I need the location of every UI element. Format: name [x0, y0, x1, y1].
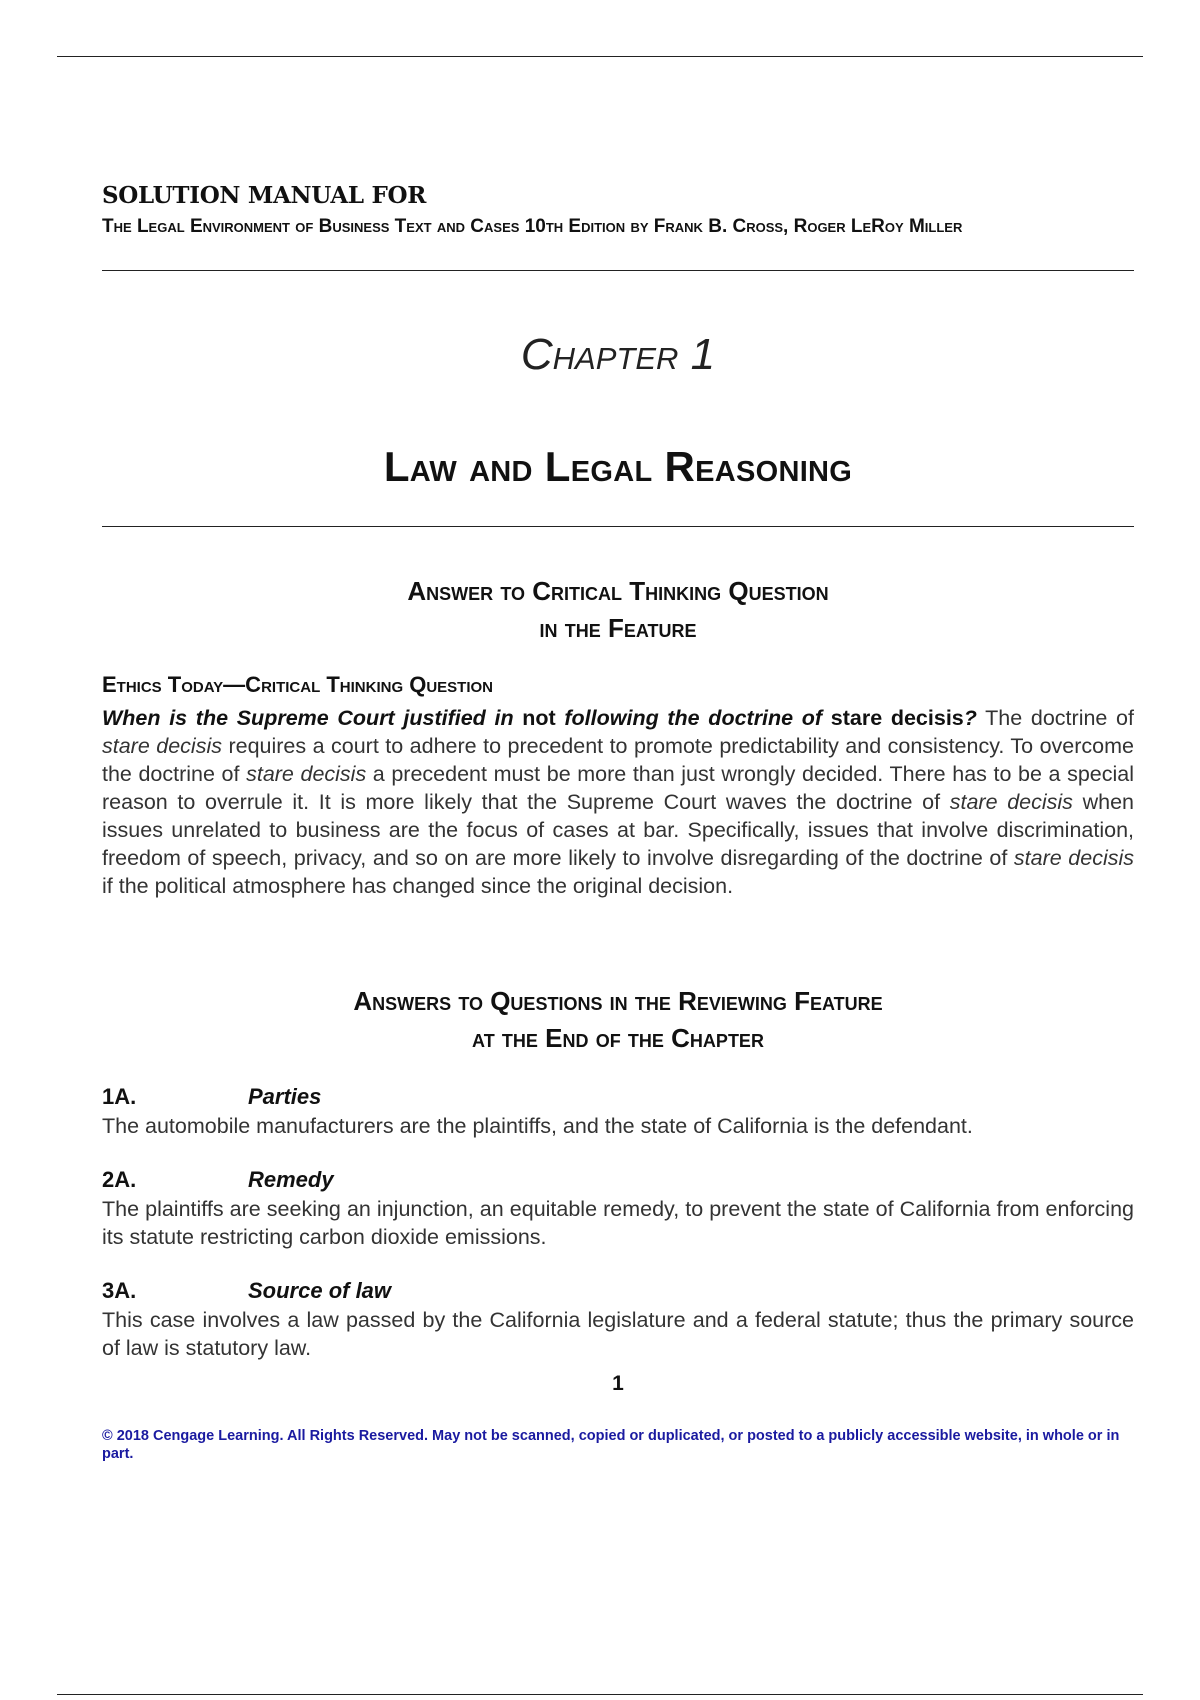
answer-text: requires a court to adhere to precedent to promote predictability and consistency. To overcome the doctrine of	[102, 734, 1134, 786]
solution-manual-title: SOLUTION MANUAL FOR	[102, 182, 427, 209]
copyright-notice: © 2018 Cengage Learning. All Rights Reserved. May not be scanned, copied or duplicated, or posted to a publicly accessible website, in whole or in part.	[102, 1428, 1120, 1462]
bottom-rule	[57, 1694, 1143, 1695]
chapter-divider	[102, 526, 1134, 527]
answer-item-number: 2A.	[102, 1167, 137, 1192]
answer-text: a precedent must be more than just wrongly decided. There has to be a special reason to overrule it. It is more likely that the Supreme Court waves the doctrine of	[102, 762, 1134, 814]
ethics-today-subheading: Ethics Today—Critical Thinking Question	[102, 672, 494, 697]
answer-item-label: Remedy	[248, 1167, 334, 1192]
answer-stare-decisis: stare decisis	[246, 762, 367, 786]
answer-item-number: 3A.	[102, 1278, 137, 1303]
section-heading-line: in the Feature	[539, 613, 697, 643]
question-text: When is the Supreme Court justified in	[102, 706, 523, 730]
section-heading-critical-thinking	[102, 573, 1134, 647]
section-heading-line: at the End of the Chapter	[472, 1023, 764, 1053]
answer-text: if the political atmosphere has changed since the original decision.	[102, 874, 734, 898]
question-mark: ?	[963, 706, 977, 730]
answer-item-label: Parties	[248, 1084, 322, 1109]
top-rule	[57, 56, 1143, 57]
section-heading-line: Answer to Critical Thinking Question	[407, 576, 829, 606]
question-text: following the doctrine of	[555, 706, 831, 730]
answer-text: The doctrine of	[976, 706, 1134, 730]
answer-stare-decisis: stare decisis	[1013, 846, 1135, 870]
answer-item-text: The automobile manufacturers are the plaintiffs, and the state of California is the defendant.	[102, 1114, 973, 1138]
chapter-title: Law and Legal Reasoning	[383, 443, 853, 490]
answer-item-label: Source of law	[248, 1278, 392, 1303]
chapter-label: Chapter 1	[520, 330, 716, 379]
answer-text: when issues unrelated to business are the focus of cases at bar. Specifically, issues that involve discrimination, freedom of speech, privacy, and so on are more likely to involve disregarding of the doctrine of	[102, 790, 1134, 870]
book-title: The Legal Environment of Business Text and Cases 10th Edition by Frank B. Cross, Roger LeRoy Miller	[102, 216, 963, 237]
answer-stare-decisis: stare decisis	[949, 790, 1073, 814]
question-emphasis-not: not	[522, 706, 556, 730]
ethics-answer-paragraph	[102, 704, 1134, 900]
answer-item-text: This case involves a law passed by the California legislature and a federal statute; thus the primary source of law is statutory law.	[102, 1308, 1134, 1360]
answer-stare-decisis: stare decisis	[102, 734, 222, 758]
header-divider	[102, 270, 1134, 271]
answer-item-heading	[102, 1167, 334, 1193]
answer-item-heading	[102, 1278, 391, 1304]
answer-item-number: 1A.	[102, 1084, 137, 1109]
question-stare-decisis: stare decisis	[830, 706, 964, 730]
answer-item-text: The plaintiffs are seeking an injunction, an equitable remedy, to prevent the state of California from enforcing its statute restricting carbon dioxide emissions.	[102, 1197, 1134, 1249]
section-heading-line: Answers to Questions in the Reviewing Feature	[353, 986, 883, 1016]
section-heading-reviewing-feature	[102, 983, 1134, 1057]
page-number: 1	[612, 1372, 624, 1395]
answer-item-heading	[102, 1084, 321, 1110]
